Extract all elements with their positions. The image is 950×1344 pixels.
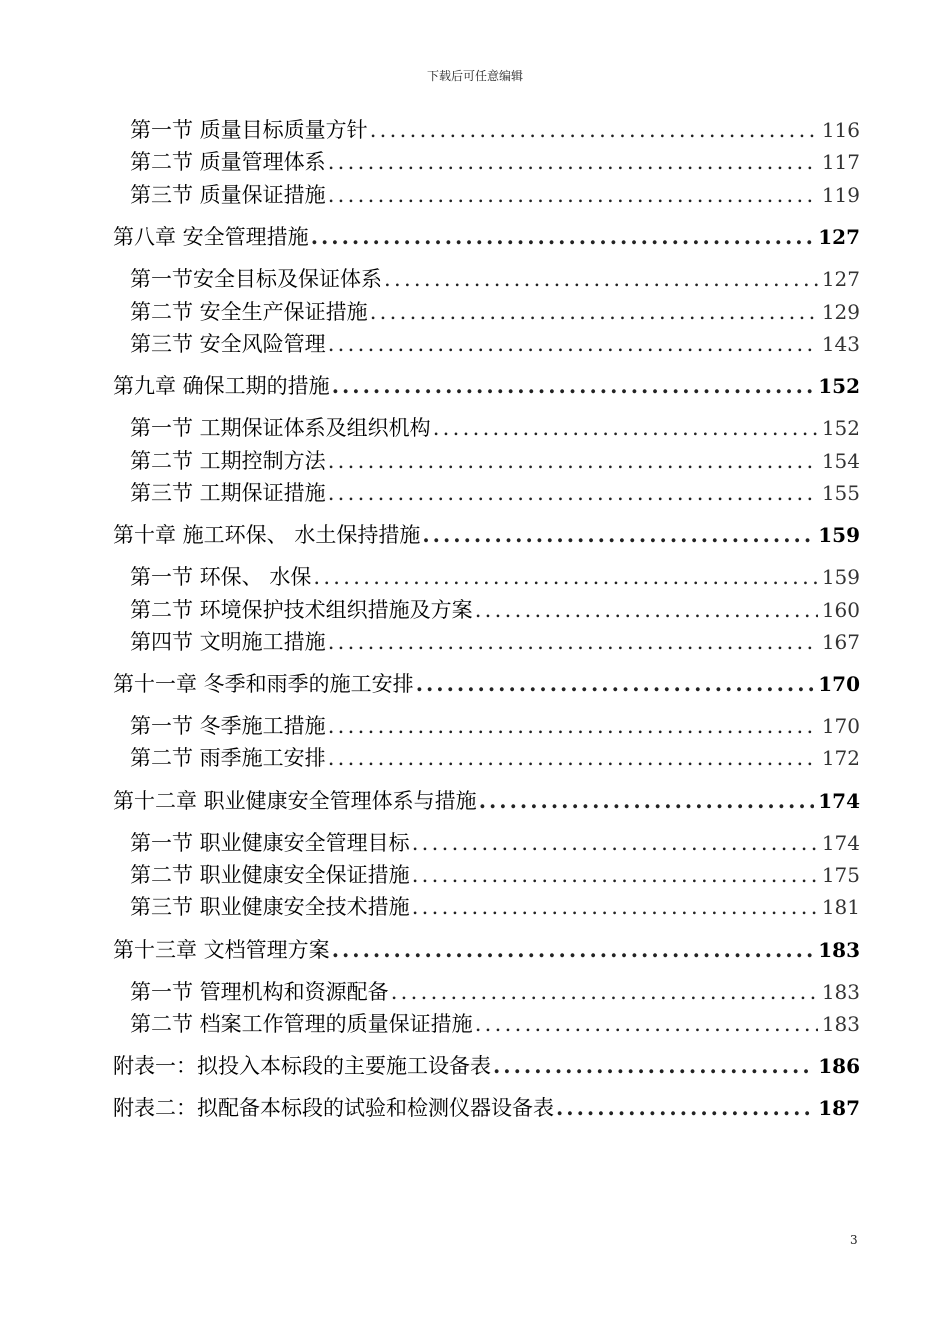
toc-entry-section[interactable] [130, 477, 860, 507]
toc-entry-title: 第二节 雨季施工安排 [130, 746, 326, 770]
toc-leader-dots [328, 150, 818, 174]
toc-entry-title: 第二节 职业健康安全保证措施 [130, 863, 410, 887]
toc-entry-section[interactable] [130, 859, 860, 889]
page-header: 下载后可任意编辑 [426, 69, 523, 83]
toc-entry-section[interactable] [130, 626, 860, 656]
toc-entry-page: 183 [821, 1012, 860, 1036]
toc-entry-chapter[interactable] [113, 934, 860, 964]
toc-leader-dots [391, 980, 818, 1004]
toc-leader-dots [384, 267, 818, 291]
toc-leader-dots [328, 332, 818, 356]
toc-entry-page: 187 [818, 1096, 860, 1120]
toc-entry-title: 第三节 安全风险管理 [130, 332, 326, 356]
toc-leader-dots [433, 416, 818, 440]
toc-entry-title: 第三节 职业健康安全技术措施 [130, 895, 410, 919]
toc-entry-title: 第一节 质量目标质量方针 [130, 118, 368, 142]
toc-entry-title: 第二节 档案工作管理的质量保证措施 [130, 1012, 473, 1036]
toc-entry-section[interactable] [130, 976, 860, 1006]
toc-leader-dots [332, 373, 815, 398]
toc-entry-title: 第二节 质量管理体系 [130, 150, 326, 174]
toc-entry-page: 159 [818, 523, 860, 547]
toc-leader-dots [479, 788, 815, 813]
toc-entry-section[interactable] [130, 296, 860, 326]
toc-entry-title: 第一节安全目标及保证体系 [130, 267, 382, 291]
toc-leader-dots [475, 1012, 818, 1036]
toc-entry-title: 第三节 质量保证措施 [130, 183, 326, 207]
toc-entry-page: 143 [821, 332, 860, 356]
toc-entry-title: 第一节 职业健康安全管理目标 [130, 831, 410, 855]
toc-entry-page: 170 [821, 714, 860, 738]
toc-entry-title: 第十三章 文档管理方案 [113, 938, 330, 962]
toc-entry-chapter[interactable] [113, 1092, 860, 1122]
toc-entry-section[interactable] [130, 827, 860, 857]
toc-entry-title: 附表一：拟投入本标段的主要施工设备表 [113, 1054, 491, 1078]
toc-entry-page: 172 [821, 746, 860, 770]
toc-entry-page: 152 [818, 374, 860, 398]
toc-entry-title: 第十一章 冬季和雨季的施工安排 [113, 672, 414, 696]
toc-leader-dots [311, 224, 815, 249]
toc-entry-section[interactable] [130, 561, 860, 591]
toc-entry-page: 127 [821, 267, 860, 291]
toc-entry-page: 183 [821, 980, 860, 1004]
toc-leader-dots [416, 671, 815, 696]
page-number: 3 [850, 1233, 858, 1247]
toc-leader-dots [313, 565, 817, 589]
toc-entry-page: 170 [818, 672, 860, 696]
toc-entry-section[interactable] [130, 328, 860, 358]
toc-entry-title: 第一节 工期保证体系及组织机构 [130, 416, 431, 440]
toc-entry-title: 第十二章 职业健康安全管理体系与措施 [113, 789, 477, 813]
toc-entry-title: 第二节 环境保护技术组织措施及方案 [130, 598, 473, 622]
toc-entry-title: 第二节 工期控制方法 [130, 449, 326, 473]
toc-entry-title: 第八章 安全管理措施 [113, 225, 309, 249]
toc-entry-page: 181 [821, 895, 860, 919]
toc-entry-chapter[interactable] [113, 519, 860, 549]
toc-leader-dots [328, 714, 818, 738]
toc-entry-section[interactable] [130, 179, 860, 209]
toc-entry-section[interactable] [130, 742, 860, 772]
toc-entry-page: 119 [821, 183, 860, 207]
toc-leader-dots [328, 630, 818, 654]
toc-entry-page: 175 [821, 863, 860, 887]
toc-entry-page: 154 [821, 449, 860, 473]
toc-entry-section[interactable] [130, 1008, 860, 1038]
toc-leader-dots [475, 598, 818, 622]
toc-entry-page: 116 [821, 118, 860, 142]
toc-entry-page: 155 [821, 481, 860, 505]
toc-entry-chapter[interactable] [113, 221, 860, 251]
toc-leader-dots [493, 1053, 814, 1078]
toc-entry-chapter[interactable] [113, 785, 860, 815]
toc-entry-title: 第九章 确保工期的措施 [113, 374, 330, 398]
toc-entry-title: 第二节 安全生产保证措施 [130, 300, 368, 324]
toc-entry-section[interactable] [130, 114, 860, 144]
toc-entry-page: 183 [818, 938, 860, 962]
toc-entry-section[interactable] [130, 594, 860, 624]
toc-entry-page: 129 [821, 300, 860, 324]
toc-entry-page: 127 [818, 225, 860, 249]
toc-entry-page: 174 [818, 789, 860, 813]
toc-leader-dots [556, 1095, 814, 1120]
toc-leader-dots [328, 449, 818, 473]
toc-leader-dots [370, 300, 818, 324]
toc-leader-dots [412, 863, 818, 887]
toc-entry-title: 第十章 施工环保、 水土保持措施 [113, 523, 421, 547]
toc-entry-page: 159 [821, 565, 860, 589]
toc-entry-page: 152 [821, 416, 860, 440]
toc-entry-chapter[interactable] [113, 668, 860, 698]
toc-leader-dots [332, 937, 815, 962]
toc-leader-dots [328, 481, 818, 505]
toc-entry-page: 186 [818, 1054, 860, 1078]
toc-entry-page: 117 [821, 150, 860, 174]
toc-entry-section[interactable] [130, 146, 860, 176]
toc-entry-title: 第一节 管理机构和资源配备 [130, 980, 389, 1004]
toc-leader-dots [328, 183, 818, 207]
toc-entry-title: 附表二：拟配备本标段的试验和检测仪器设备表 [113, 1096, 554, 1120]
toc-leader-dots [370, 118, 818, 142]
toc-entry-section[interactable] [130, 263, 860, 293]
toc-entry-page: 160 [821, 598, 860, 622]
toc-entry-title: 第一节 冬季施工措施 [130, 714, 326, 738]
toc-entry-section[interactable] [130, 412, 860, 442]
toc-entry-section[interactable] [130, 710, 860, 740]
toc-entry-title: 第三节 工期保证措施 [130, 481, 326, 505]
toc-entry-page: 167 [821, 630, 860, 654]
toc-entry-page: 174 [821, 831, 860, 855]
toc-entry-chapter[interactable] [113, 370, 860, 400]
toc-entry-section[interactable] [130, 445, 860, 475]
toc-leader-dots [412, 895, 818, 919]
toc-leader-dots [328, 746, 818, 770]
toc-leader-dots [422, 522, 814, 547]
toc-entry-title: 第四节 文明施工措施 [130, 630, 326, 654]
toc-leader-dots [412, 831, 818, 855]
toc-entry-section[interactable] [130, 891, 860, 921]
toc-entry-title: 第一节 环保、 水保 [130, 565, 312, 589]
toc-entry-chapter[interactable] [113, 1050, 860, 1080]
